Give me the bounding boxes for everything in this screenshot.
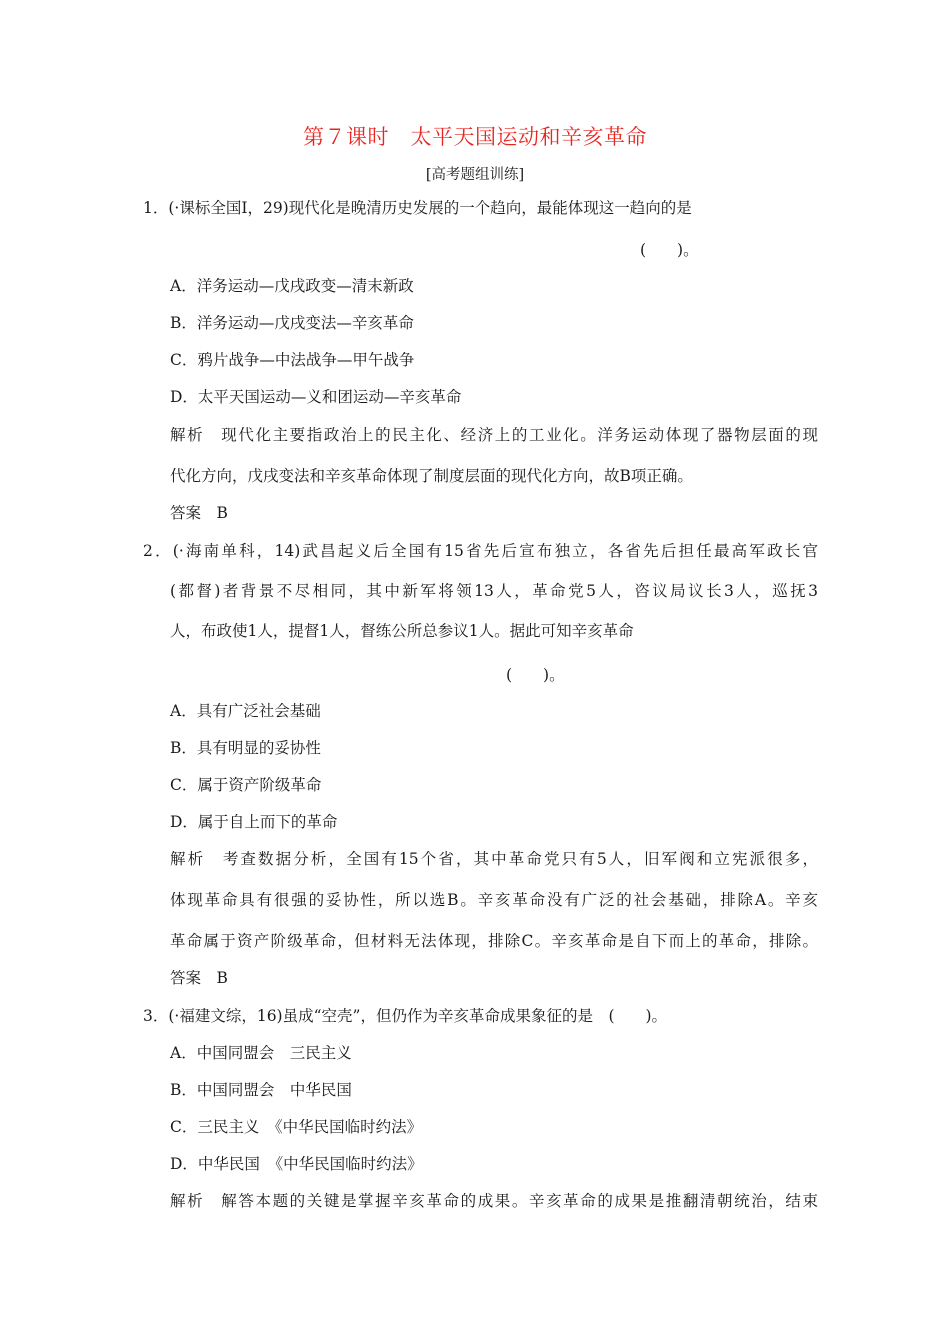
question-2-stem-line-3: 人，布政使1人，提督1人，督练公所总参议1人。据此可知辛亥革命 [170,622,634,640]
question-1-answer-blank: ( )。 [640,241,699,259]
question-3-option-b: B．中国同盟会 中华民国 [170,1081,352,1099]
question-3-analysis-line-1: 解析 解答本题的关键是掌握辛亥革命的成果。辛亥革命的成果是推翻清朝统治，结束 [170,1192,818,1210]
question-2-option-a: A．具有广泛社会基础 [170,702,321,720]
question-1-analysis-line-1: 解析 现代化主要指政治上的民主化、经济上的工业化。洋务运动体现了器物层面的现 [170,426,818,444]
question-2-stem-line-1: 2．(·海南单科，14)武昌起义后全国有15省先后宣布独立，各省先后担任最高军政长官 [143,542,818,560]
question-3-option-d: D．中华民国 《中华民国临时约法》 [170,1155,423,1173]
question-1-option-c: C．鸦片战争—中法战争—甲午战争 [170,351,415,369]
question-1-analysis-line-2: 代化方向，戊戌变法和辛亥革命体现了制度层面的现代化方向，故B项正确。 [170,467,693,485]
section-subtitle: [高考题组训练] [425,167,525,183]
question-1-answer: 答案 B [170,504,228,522]
question-2-option-c: C．属于资产阶级革命 [170,776,322,794]
question-2-option-d: D．属于自上而下的革命 [170,813,338,831]
question-3-option-a: A．中国同盟会 三民主义 [170,1044,352,1062]
question-2-stem-line-2: (都督)者背景不尽相同，其中新军将领13人，革命党5人，咨议局议长3人，巡抚3 [170,582,818,600]
page-title: 第７课时 太平天国运动和辛亥革命 [303,125,647,149]
question-3-stem: 3．(·福建文综，16)虽成“空壳”，但仍作为辛亥革命成果象征的是 ( )。 [143,1007,668,1025]
question-2-option-b: B．具有明显的妥协性 [170,739,321,757]
question-2-analysis-line-2: 体现革命具有很强的妥协性，所以选B。辛亥革命没有广泛的社会基础，排除A。辛亥 [170,891,818,909]
question-2-analysis-line-3: 革命属于资产阶级革命，但材料无法体现，排除C。辛亥革命是自下而上的革命，排除。 [170,932,818,950]
question-3-option-c: C．三民主义 《中华民国临时约法》 [170,1118,423,1136]
question-2-answer-blank: ( )。 [506,666,565,684]
question-1-option-b: B．洋务运动—戊戌变法—辛亥革命 [170,314,414,332]
question-2-analysis-line-1: 解析 考查数据分析，全国有15个省，其中革命党只有5人，旧军阀和立宪派很多， [170,850,818,868]
question-1-option-d: D．太平天国运动—义和团运动—辛亥革命 [170,388,462,406]
question-1-option-a: A．洋务运动—戊戌政变—清末新政 [170,277,414,295]
question-2-answer: 答案 B [170,969,228,987]
question-1-stem: 1．(·课标全国Ⅰ，29)现代化是晚清历史发展的一个趋向，最能体现这一趋向的是 [143,199,692,217]
